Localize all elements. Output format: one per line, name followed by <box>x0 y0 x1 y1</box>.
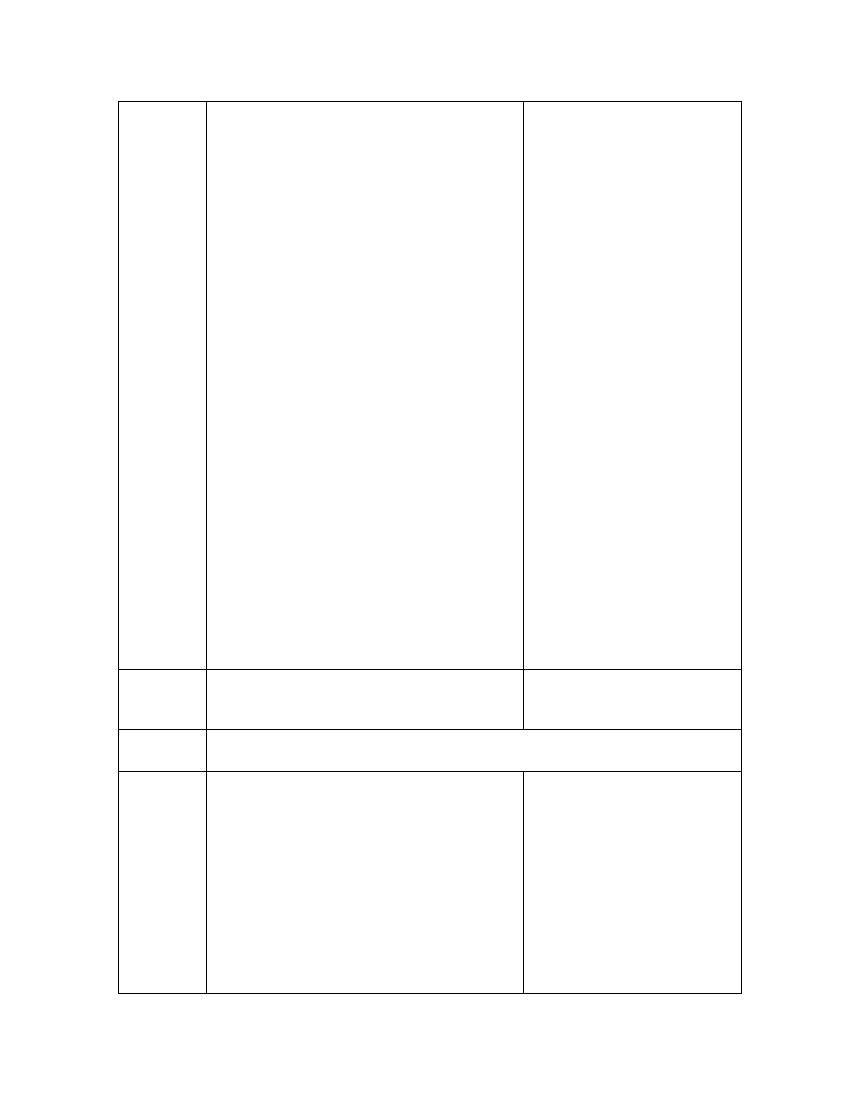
practice-teacher-content <box>207 790 523 792</box>
teaching-content-row <box>119 102 742 670</box>
teacher-activity-cell <box>207 102 524 670</box>
student-activity-cell-empty <box>523 102 741 670</box>
evaluation-cell <box>207 670 524 730</box>
design-row <box>119 730 742 772</box>
teacher-activity-text <box>207 102 523 106</box>
practice-teacher-cell <box>207 772 524 994</box>
practice-row <box>119 772 742 994</box>
design-text <box>207 730 741 735</box>
student-steps-list <box>524 772 741 828</box>
row-label-empty <box>119 102 207 670</box>
practice-student-cell <box>523 772 741 994</box>
evaluation-row <box>119 670 742 730</box>
evaluation-empty-cell <box>523 670 741 730</box>
design-label <box>119 730 207 772</box>
evaluation-list <box>207 670 523 674</box>
practice-label <box>119 772 207 994</box>
design-cell <box>207 730 742 772</box>
lesson-plan-table <box>118 101 742 994</box>
evaluation-label <box>119 670 207 730</box>
